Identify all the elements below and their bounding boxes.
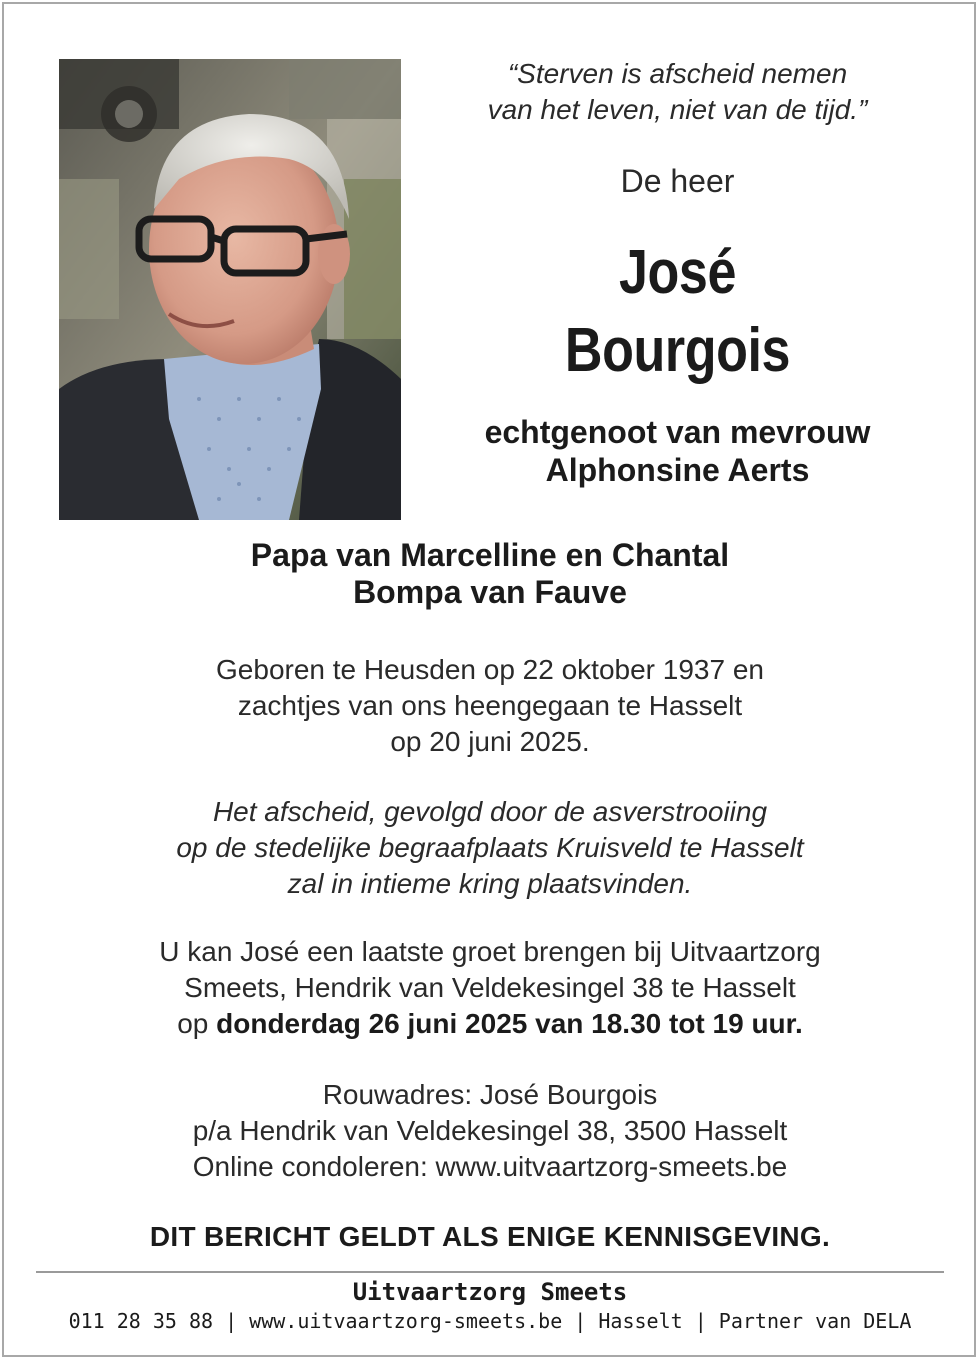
- visitation-line-1: U kan José een laatste groet brengen bij Uitvaartzorg: [159, 936, 821, 967]
- address-line-2: p/a Hendrik van Veldekesingel 38, 3500 Hasselt: [192, 1115, 788, 1146]
- condolence-link[interactable]: Online condoleren: www.uitvaartzorg-smeets.be: [192, 1151, 788, 1182]
- quote-line-2: van het leven, niet van de tijd.”: [487, 94, 868, 125]
- footer-divider: [36, 1271, 944, 1273]
- visitation-line-3: [0, 1006, 980, 1042]
- quote-line-1: “Sterven is afscheid nemen: [507, 58, 848, 89]
- deceased-name: [461, 234, 894, 390]
- memorial-quote: [420, 56, 935, 128]
- visitation-prefix: op: [177, 1008, 217, 1039]
- funeral-home-name: Uitvaartzorg Smeets: [352, 1278, 628, 1306]
- family-info: [0, 537, 980, 611]
- address-line-1: Rouwadres: José Bourgois: [322, 1079, 658, 1110]
- spouse-info: [420, 413, 935, 489]
- death-line: zachtjes van ons heengegaan te Hasselt: [237, 690, 743, 721]
- farewell-info: [0, 794, 980, 902]
- funeral-home-contact: 011 28 35 88 | www.uitvaartzorg-smeets.be | Hasselt | Partner van DELA: [68, 1309, 912, 1333]
- visitation-info: [0, 934, 980, 1042]
- birth-death-info: [0, 652, 980, 760]
- children-line: Papa van Marcelline en Chantal: [250, 537, 730, 573]
- honorific-title: De heer: [620, 163, 735, 199]
- mourning-address: [0, 1077, 980, 1185]
- death-date-line: op 20 juni 2025.: [390, 726, 590, 757]
- spouse-line-1: echtgenoot van mevrouw: [484, 414, 871, 450]
- visitation-datetime: donderdag 26 juni 2025 van 18.30 tot 19 uur.: [216, 1008, 803, 1039]
- official-notice: DIT BERICHT GELDT ALS ENIGE KENNISGEVING.: [149, 1221, 831, 1252]
- farewell-line-2: op de stedelijke begraafplaats Kruisveld te Hasselt: [176, 832, 804, 863]
- birth-line: Geboren te Heusden op 22 oktober 1937 en: [216, 654, 764, 685]
- last-name: Bourgois: [564, 316, 791, 385]
- visitation-line-2: Smeets, Hendrik van Veldekesingel 38 te Hasselt: [184, 972, 796, 1003]
- farewell-line-1: Het afscheid, gevolgd door de asverstrooiing: [212, 796, 768, 827]
- spouse-line-2: Alphonsine Aerts: [545, 452, 810, 488]
- farewell-line-3: zal in intieme kring plaatsvinden.: [287, 868, 693, 899]
- grandchildren-line: Bompa van Fauve: [353, 574, 627, 610]
- portrait-photo: [59, 59, 401, 520]
- first-name: José: [618, 238, 737, 307]
